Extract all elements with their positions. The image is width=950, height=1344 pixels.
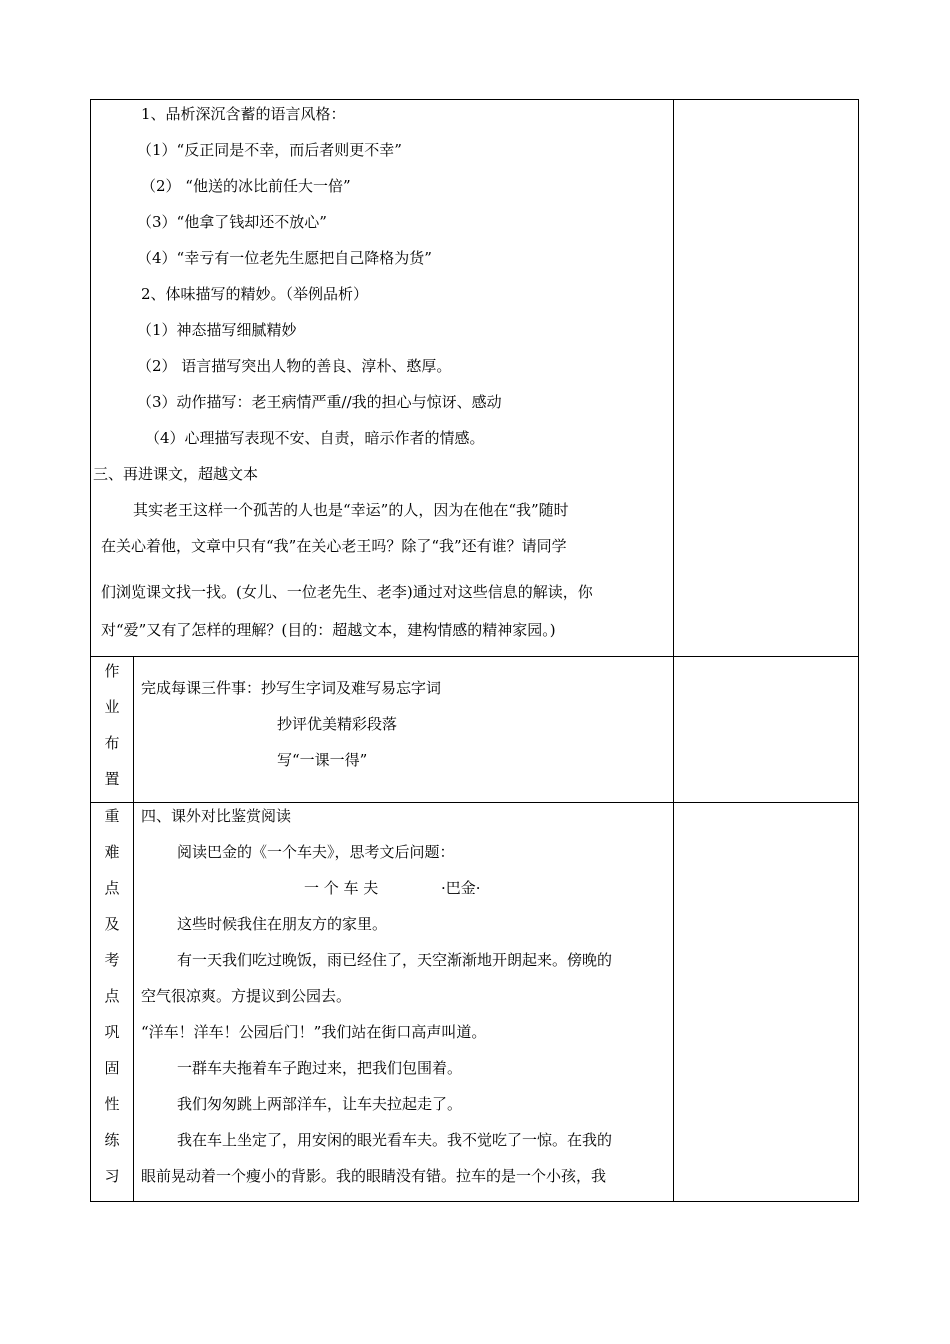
content-line: （2） 语言描写突出人物的善良、淳朴、憨厚。 bbox=[137, 357, 452, 375]
story-line: 一群车夫拖着车子跑过来，把我们包围着。 bbox=[177, 1059, 463, 1077]
content-line: （2） “他送的冰比前任大一倍” bbox=[141, 177, 351, 195]
homework-line: 完成每课三件事：抄写生字词及难写易忘字词 bbox=[141, 679, 442, 697]
content-line: （1）神态描写细腻精妙 bbox=[137, 321, 297, 339]
row-lesson-content bbox=[91, 100, 858, 657]
content-line: （3）“他拿了钱却还不放心” bbox=[137, 213, 327, 231]
content-line: 1、品析深沉含蓄的语言风格： bbox=[141, 105, 346, 123]
practice-label-char: 难 bbox=[104, 843, 120, 861]
row-homework bbox=[91, 657, 858, 803]
homework-line: 写“一课一得” bbox=[277, 751, 368, 769]
story-line: 这些时候我住在朋友方的家里。 bbox=[177, 915, 388, 933]
story-line: 我在车上坐定了，用安闲的眼光看车夫。我不觉吃了一惊。在我的 bbox=[177, 1131, 613, 1149]
row-practice bbox=[91, 803, 858, 1201]
column-divider-label bbox=[133, 803, 134, 1201]
homework-label-char: 业 bbox=[104, 698, 120, 716]
story-author: ·巴金· bbox=[441, 879, 481, 897]
practice-label-char: 习 bbox=[104, 1167, 120, 1185]
content-line: 在关心着他，文章中只有“我”在关心老王吗？除了“我”还有谁？请同学 bbox=[101, 537, 567, 555]
practice-label-char: 重 bbox=[104, 807, 120, 825]
content-line: （4）“幸亏有一位老先生愿把自己降格为货” bbox=[137, 249, 432, 267]
practice-label-char: 巩 bbox=[104, 1023, 120, 1041]
column-divider-notes bbox=[673, 100, 674, 656]
content-line: 们浏览课文找一找。(女儿、一位老先生、老李)通过对这些信息的解读，你 bbox=[101, 583, 593, 601]
story-title: 一 个 车 夫 bbox=[304, 879, 379, 897]
content-line: 其实老王这样一个孤苦的人也是“幸运”的人，因为在他在“我”随时 bbox=[133, 501, 569, 519]
practice-label-char: 点 bbox=[104, 987, 120, 1005]
homework-label-char: 作 bbox=[104, 662, 120, 680]
story-line: “洋车！洋车！公园后门！”我们站在街口高声叫道。 bbox=[141, 1023, 487, 1041]
practice-heading: 四、课外对比鉴赏阅读 bbox=[141, 807, 292, 825]
content-line: （1）“反正同是不幸，而后者则更不幸” bbox=[137, 141, 402, 159]
practice-label-char: 性 bbox=[104, 1095, 120, 1113]
practice-label-char: 练 bbox=[104, 1131, 120, 1149]
content-line: 2、体味描写的精妙。（举例品析） bbox=[141, 285, 369, 303]
story-line: 眼前晃动着一个瘦小的背影。我的眼睛没有错。拉车的是一个小孩，我 bbox=[141, 1167, 607, 1185]
column-divider-notes bbox=[673, 657, 674, 802]
practice-label-char: 考 bbox=[104, 951, 120, 969]
lesson-plan-table bbox=[90, 99, 859, 1202]
practice-intro: 阅读巴金的《一个车夫》，思考文后问题： bbox=[177, 843, 455, 861]
column-divider-label bbox=[133, 657, 134, 802]
content-line: 对“爱”又有了怎样的理解？(目的：超越文本，建构情感的精神家园。) bbox=[101, 621, 556, 639]
homework-line: 抄评优美精彩段落 bbox=[277, 715, 398, 733]
homework-label-char: 布 bbox=[104, 734, 120, 752]
homework-label-char: 置 bbox=[104, 770, 120, 788]
content-line: （3）动作描写：老王病情严重//我的担心与惊讶、感动 bbox=[137, 393, 502, 411]
section-heading: 三、再进课文，超越文本 bbox=[93, 465, 259, 483]
story-line: 空气很凉爽。方提议到公园去。 bbox=[141, 987, 352, 1005]
content-line: （4）心理描写表现不安、自责，暗示作者的情感。 bbox=[145, 429, 485, 447]
practice-label-char: 固 bbox=[104, 1059, 120, 1077]
column-divider-notes bbox=[673, 803, 674, 1201]
practice-label-char: 及 bbox=[104, 915, 120, 933]
story-line: 我们匆匆跳上两部洋车，让车夫拉起走了。 bbox=[177, 1095, 463, 1113]
practice-label-char: 点 bbox=[104, 879, 120, 897]
story-line: 有一天我们吃过晚饭，雨已经住了，天空渐渐地开朗起来。傍晚的 bbox=[177, 951, 613, 969]
